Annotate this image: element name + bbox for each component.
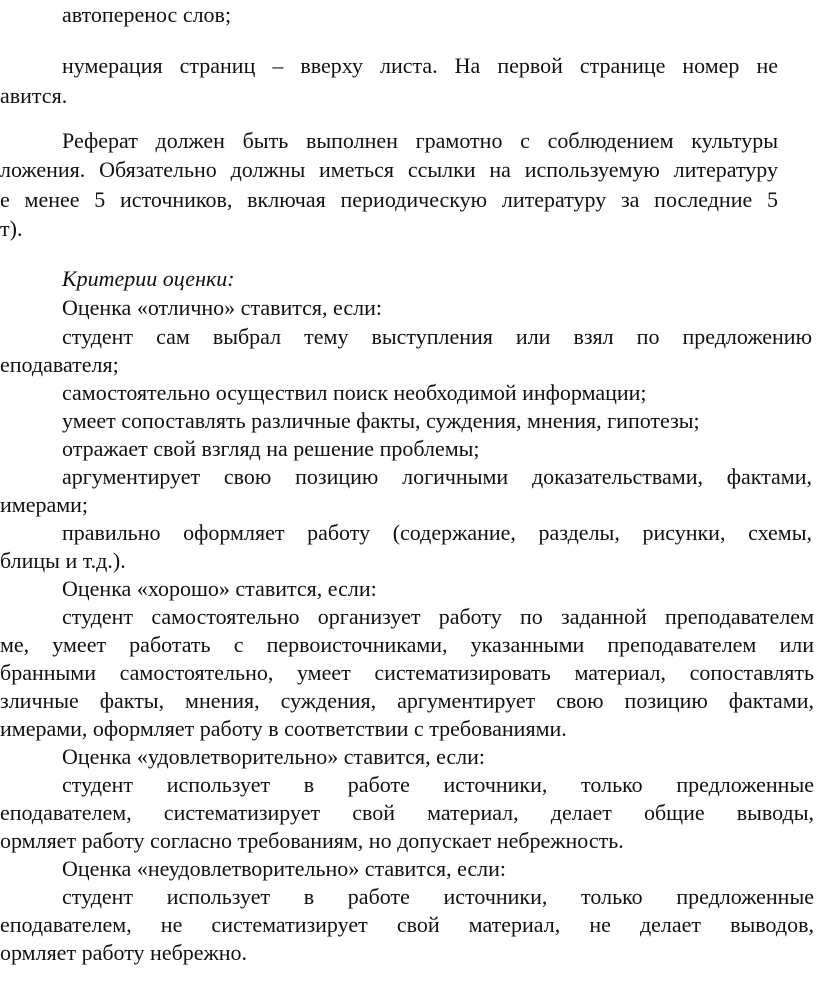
text-line: студент самостоятельно организует работу по заданной преподавателем (62, 604, 814, 629)
text-line: имерами; (0, 492, 89, 517)
grade-heading: Оценка «хорошо» ставится, если: (62, 576, 377, 601)
text-line: еподавателя; (0, 352, 119, 377)
text-line: т). (0, 216, 23, 241)
text-line: автоперенос слов; (62, 2, 232, 27)
text-line: имерами, оформляет работу в соответствии с требованиями. (0, 716, 567, 741)
text-line: е менее 5 источников, включая периодическую литературу за последние 5 (0, 187, 778, 212)
text-line: отражает свой взгляд на решение проблемы; (62, 436, 480, 461)
text-line: студент сам выбрал тему выступления или взял по предложению (62, 324, 812, 349)
text-line: самостоятельно осуществил поиск необходимой информации; (62, 380, 647, 405)
text-line: студент использует в работе источники, только предложенные (62, 772, 814, 797)
text-line: еподавателем, систематизирует свой материал, делает общие выводы, (0, 800, 814, 825)
text-line: студент использует в работе источники, только предложенные (62, 884, 814, 909)
grade-heading: Оценка «удовлетворительно» ставится, если: (62, 744, 486, 769)
text-line: ме, умеет работать с первоисточниками, указанными преподавателем или (0, 632, 814, 657)
text-line: ормляет работу согласно требованиям, но допускает небрежность. (0, 828, 624, 853)
text-line: еподавателем, не систематизирует свой материал, не делает выводов, (0, 912, 814, 937)
text-line: блицы и т.д.). (0, 548, 126, 573)
text-line: правильно оформляет работу (содержание, разделы, рисунки, схемы, (62, 520, 812, 545)
text-line: нумерация страниц – вверху листа. На первой странице номер не (62, 53, 778, 78)
text-line: ложения. Обязательно должны иметься ссылки на используемую литературу (0, 157, 778, 182)
text-line: Реферат должен быть выполнен грамотно с соблюдением культуры (62, 128, 778, 153)
grade-heading: Оценка «отлично» ставится, если: (62, 295, 382, 320)
text-line: ормляет работу небрежно. (0, 940, 248, 965)
section-heading: Критерии оценки: (62, 266, 235, 291)
text-line: зличные факты, мнения, суждения, аргументирует свою позицию фактами, (0, 688, 814, 713)
text-line: авится. (0, 83, 68, 108)
text-line: умеет сопоставлять различные факты, суждения, мнения, гипотезы; (62, 408, 700, 433)
grade-heading: Оценка «неудовлетворительно» ставится, если: (62, 856, 507, 881)
text-line: аргументирует свою позицию логичными доказательствами, фактами, (62, 464, 812, 489)
text-line: бранными самостоятельно, умеет систематизировать материал, сопоставлять (0, 660, 814, 685)
